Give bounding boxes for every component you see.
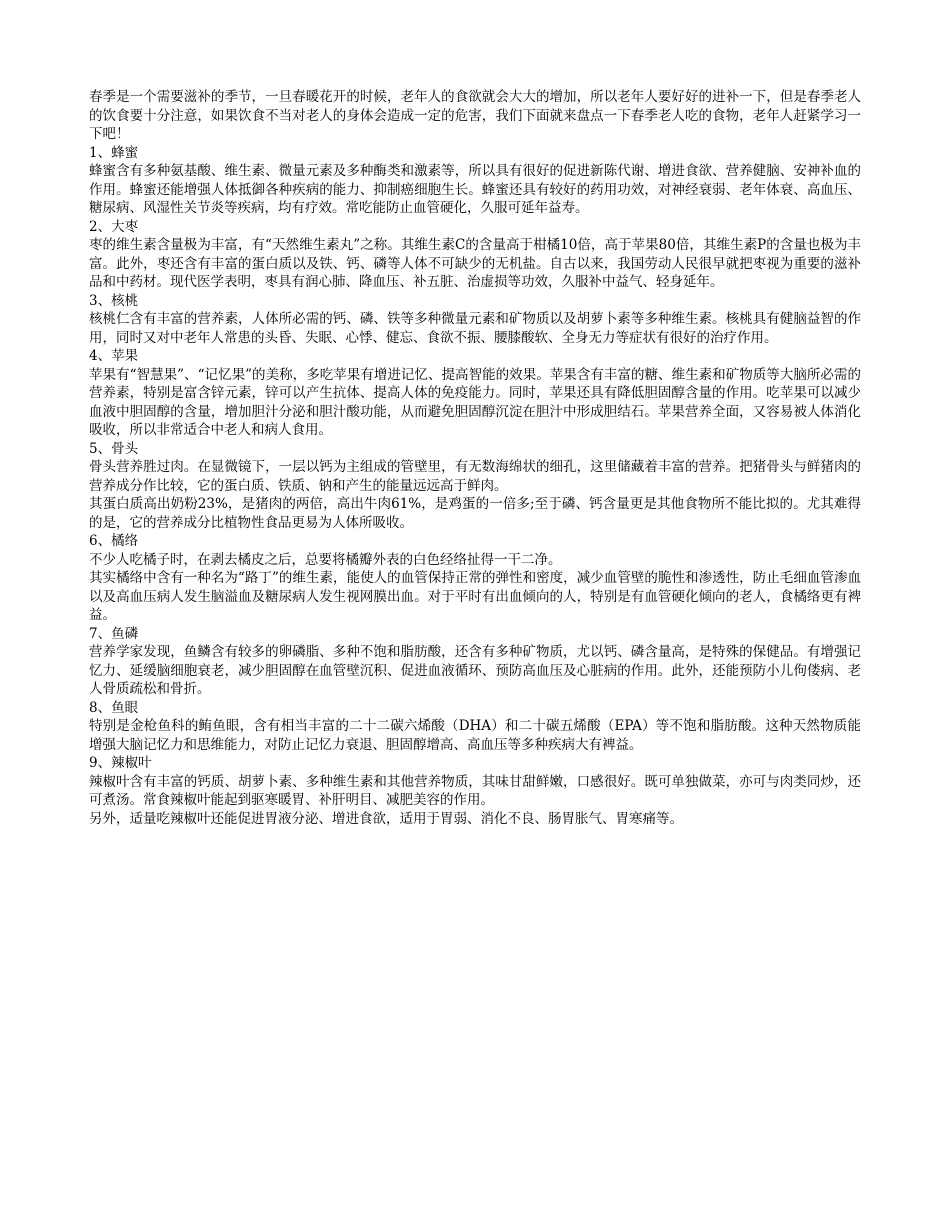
- section-heading-jujube: 2、大枣: [89, 218, 139, 235]
- intro-paragraph: 春季是一个需要滋补的季节，一旦春暖花开的时候，老年人的食欲就会大大的增加，所以老年人要好好的进补一下，但是春季老人的饮食要十分注意，如果饮食不当对老人的身体会造成一定的危害，我们下面就来盘点一下春季老人吃的食物，老年人赶紧学习一下吧！: [89, 89, 861, 142]
- jujube-paragraph: 枣的维生素含量极为丰富，有“天然维生素丸”之称。其维生素C的含量高于柑橘10倍，高于苹果80倍，其维生素P的含量也极为丰富。此外，枣还含有丰富的蛋白质以及铁、钙、磷等人体不可缺少的无机盐。自古以来，我国劳动人民很早就把枣视为重要的滋补品和中药材。现代医学表明，枣具有润心肺、降血压、补五脏、治虚损等功效，久服补中益气、轻身延年。: [89, 237, 861, 290]
- bone-paragraph-1: 骨头营养胜过肉。在显微镜下，一层以钙为主组成的管壁里，有无数海绵状的细孔，这里储藏着丰富的营养。把猪骨头与鲜猪肉的营养成分作比较，它的蛋白质、铁质、钠和产生的能量远远高于鲜肉。: [89, 459, 861, 494]
- bone-paragraph-2: 其蛋白质高出奶粉23%，是猪肉的两倍，高出牛肉61%，是鸡蛋的一倍多;至于磷、钙含量更是其他食物所不能比拟的。尤其难得的是，它的营养成分比植物性食品更易为人体所吸收。: [89, 496, 861, 531]
- fish-scale-paragraph: 营养学家发现，鱼鳞含有较多的卵磷脂、多种不饱和脂肪酸，还含有多种矿物质，尤以钙、磷含量高，是特殊的保健品。有增强记忆力、延缓脑细胞衰老，减少胆固醇在血管壁沉积、促进血液循环、预防高血压及心脏病的作用。此外，还能预防小儿佝偻病、老人骨质疏松和骨折。: [89, 644, 861, 697]
- section-heading-apple: 4、苹果: [89, 348, 139, 364]
- section-heading-orange-pith: 6、橘络: [89, 533, 139, 549]
- section-heading-walnut: 3、核桃: [89, 292, 139, 309]
- fish-eye-paragraph: 特别是金枪鱼科的鲔鱼眼，含有相当丰富的二十二碳六烯酸（DHA）和二十碳五烯酸（EPA）等不饱和脂肪酸。这种天然物质能增强大脑记忆力和思维能力，对防止记忆力衰退、胆固醇增高、高血压等多种疾病大有裨益。: [89, 718, 861, 753]
- honey-paragraph: 蜂蜜含有多种氨基酸、维生素、微量元素及多种酶类和激素等，所以具有很好的促进新陈代谢、增进食欲、营养健脑、安神补血的作用。蜂蜜还能增强人体抵御各种疾病的能力、抑制癌细胞生长。蜂蜜还具有较好的药用功效，对神经衰弱、老年体衰、高血压、糖尿病、风湿性关节炎等疾病，均有疗效。常吃能防止血管硬化，久服可延年益寿。: [89, 163, 861, 216]
- section-heading-bone: 5、骨头: [89, 440, 139, 457]
- article-body: [89, 88, 861, 828]
- orange-pith-paragraph-1: 不少人吃橘子时，在剥去橘皮之后，总要将橘瓣外表的白色经络扯得一干二净。: [89, 551, 562, 568]
- section-heading-fish-scale: 7、鱼磷: [89, 625, 139, 642]
- orange-pith-paragraph-2: 其实橘络中含有一种名为“路丁”的维生素，能使人的血管保持正常的弹性和密度，减少血管壁的脆性和渗透性，防止毛细血管渗血以及高血压病人发生脑溢血及糖尿病人发生视网膜出血。对于平时有出血倾向的人，特别是有血管硬化倾向的老人，食橘络更有裨益。: [89, 570, 861, 623]
- apple-paragraph: 苹果有“智慧果”、“记忆果”的美称，多吃苹果有增进记忆、提高智能的效果。苹果含有丰富的糖、维生素和矿物质等大脑所必需的营养素，特别是富含锌元素，锌可以产生抗体、提高人体的免疫能力。同时，苹果还具有降低胆固醇含量的作用。吃苹果可以减少血液中胆固醇的含量，增加胆汁分泌和胆汁酸功能，从而避免胆固醇沉淀在胆汁中形成胆结石。苹果营养全面，又容易被人体消化吸收，所以非常适合中老人和病人食用。: [89, 366, 861, 438]
- section-heading-honey: 1、蜂蜜: [89, 144, 139, 161]
- chili-leaf-paragraph-2: 另外，适量吃辣椒叶还能促进胃液分泌、增进食欲，适用于胃弱、消化不良、肠胃胀气、胃寒痛等。: [89, 810, 683, 827]
- chili-leaf-paragraph-1: 辣椒叶含有丰富的钙质、胡萝卜素、多种维生素和其他营养物质，其味甘甜鲜嫩，口感很好。既可单独做菜，亦可与肉类同炒，还可煮汤。常食辣椒叶能起到驱寒暖胃、补肝明目、减肥美容的作用。: [89, 773, 861, 808]
- section-heading-fish-eye: 8、鱼眼: [89, 699, 139, 716]
- section-heading-chili-leaf: 9、辣椒叶: [89, 755, 152, 771]
- walnut-paragraph: 核桃仁含有丰富的营养素，人体所必需的钙、磷、铁等多种微量元素和矿物质以及胡萝卜素等多种维生素。核桃具有健脑益智的作用，同时又对中老年人常患的头昏、失眠、心悸、健忘、食欲不振、腰膝酸软、全身无力等症状有很好的治疗作用。: [89, 311, 861, 346]
